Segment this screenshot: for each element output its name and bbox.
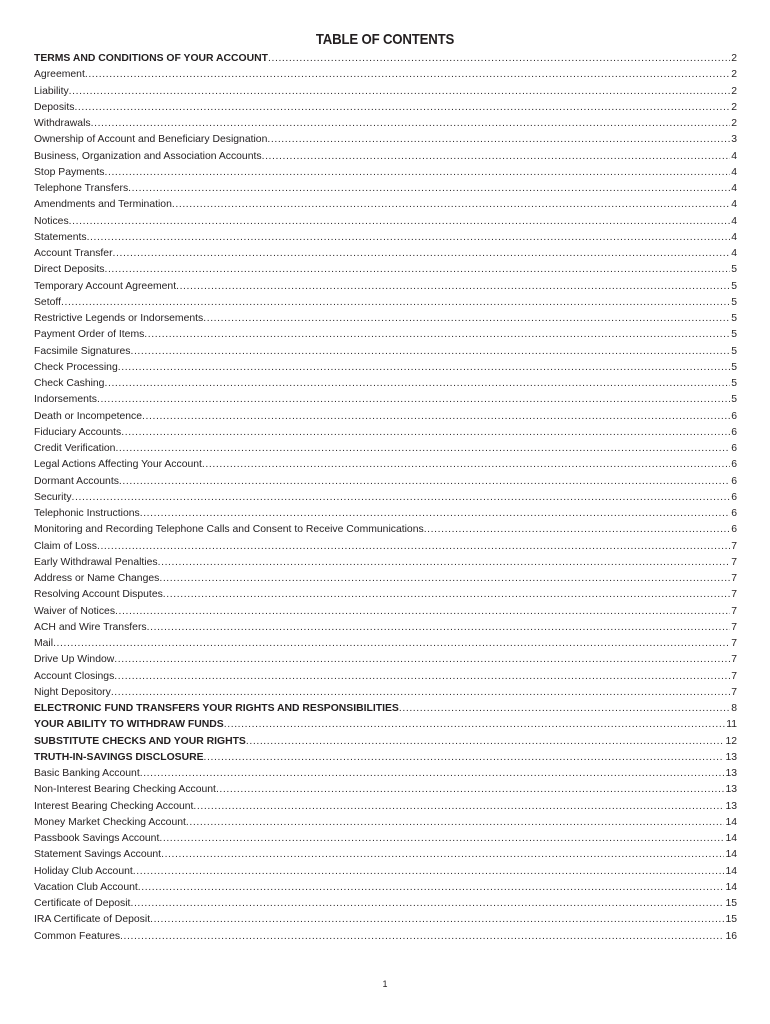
toc-entry[interactable]: [34, 295, 737, 311]
toc-entry-label: Legal Actions Affecting Your Account: [34, 459, 202, 471]
toc-entry[interactable]: [34, 262, 737, 278]
toc-entry-page-number: 14: [725, 816, 737, 828]
toc-entry-label: TRUTH-IN-SAVINGS DISCLOSURE: [34, 751, 204, 763]
toc-entry-label: IRA Certificate of Deposit: [34, 914, 151, 926]
dot-leader: [203, 311, 730, 327]
toc-entry[interactable]: [34, 929, 737, 945]
toc-entry-page-number: 5: [731, 345, 737, 357]
toc-section-heading[interactable]: [34, 734, 737, 750]
toc-entry-page-number: 12: [725, 735, 737, 747]
toc-entry[interactable]: [34, 67, 737, 83]
toc-entry[interactable]: [34, 246, 737, 262]
toc-entry[interactable]: [34, 685, 737, 701]
dot-leader: [97, 392, 730, 408]
toc-entry[interactable]: [34, 327, 737, 343]
toc-entry-page-number: 5: [731, 329, 737, 341]
toc-entry-page-number: 6: [731, 426, 737, 438]
toc-entry-page-number: 4: [731, 231, 737, 243]
toc-entry-label: Restrictive Legends or Indorsements: [34, 313, 204, 324]
dot-leader: [119, 474, 730, 490]
toc-entry[interactable]: [34, 230, 737, 246]
toc-entry-label: Facsimile Signatures: [34, 345, 131, 357]
toc-entry[interactable]: [34, 620, 737, 636]
toc-entry-page-number: 4: [731, 248, 737, 259]
toc-entry-label: Mail: [34, 638, 54, 649]
toc-entry-label: Resolving Account Disputes: [34, 589, 163, 601]
toc-entry[interactable]: [34, 344, 737, 360]
toc-entry-page-number: 16: [725, 930, 737, 942]
toc-entry-label: ELECTRONIC FUND TRANSFERS YOUR RIGHTS AND RESPONSIBILITIES: [34, 703, 399, 714]
toc-entry-label: Temporary Account Agreement: [34, 280, 177, 292]
dot-leader: [150, 912, 724, 928]
dot-leader: [186, 815, 725, 831]
dot-leader: [216, 782, 725, 798]
toc-entry-label: Fiduciary Accounts: [34, 426, 122, 438]
toc-entry-label: Notices: [34, 215, 69, 227]
toc-entry[interactable]: [34, 116, 737, 132]
dot-leader: [74, 100, 730, 116]
toc-entry-page-number: 7: [731, 540, 737, 552]
toc-entry[interactable]: [34, 636, 737, 652]
toc-entry[interactable]: [34, 815, 737, 831]
toc-entry-page-number: 7: [731, 670, 737, 682]
dot-leader: [111, 685, 730, 701]
toc-entry[interactable]: [34, 392, 737, 408]
dot-leader: [159, 831, 724, 847]
dot-leader: [193, 799, 724, 815]
toc-entry-page-number: 7: [731, 654, 737, 666]
toc-entry-label: Check Processing: [34, 361, 118, 373]
dot-leader: [61, 295, 730, 311]
dot-leader: [147, 620, 731, 636]
toc-entry[interactable]: [34, 782, 737, 798]
dot-leader: [104, 376, 730, 392]
toc-entry-label: Dormant Accounts: [34, 475, 119, 487]
toc-entry-label: Monitoring and Recording Telephone Calls and Consent to Receive Communications: [34, 524, 424, 536]
toc-entry-page-number: 7: [731, 573, 737, 584]
toc-entry-label: Amendments and Termination: [34, 199, 172, 211]
dot-leader: [115, 441, 730, 457]
toc-entry-label: Night Depository: [34, 686, 111, 698]
page-title: TABLE OF CONTENTS: [315, 31, 455, 48]
toc-entry-page-number: 5: [731, 264, 737, 276]
toc-entry-page-number: 5: [731, 361, 737, 373]
dot-leader: [114, 669, 730, 685]
toc-entry-page-number: 6: [731, 410, 737, 422]
toc-entry-label: Common Features: [34, 930, 121, 942]
toc-entry[interactable]: [34, 409, 737, 425]
toc-entry-page-number: 5: [731, 394, 737, 406]
dot-leader: [204, 750, 725, 766]
toc-entry[interactable]: [34, 555, 737, 571]
dot-leader: [91, 116, 731, 132]
toc-entry-label: Death or Incompetence: [34, 410, 143, 422]
toc-entry-label: Waiver of Notices: [34, 605, 116, 617]
toc-entry-label: Security: [34, 491, 72, 503]
toc-entry-label: Deposits: [34, 101, 75, 113]
toc-entry-page-number: 5: [731, 280, 737, 292]
dot-leader: [85, 67, 730, 83]
toc-entry-page-number: 7: [731, 589, 737, 601]
toc-entry-page-number: 2: [731, 85, 737, 97]
toc-entry[interactable]: [34, 441, 737, 457]
dot-leader: [138, 880, 725, 896]
toc-entry[interactable]: [34, 831, 737, 847]
toc-entry-page-number: 7: [731, 638, 737, 649]
toc-entry-label: Basic Banking Account: [34, 768, 140, 779]
toc-entry-page-number: 2: [731, 69, 737, 81]
dot-leader: [176, 279, 730, 295]
toc-entry-label: Payment Order of Items: [34, 329, 145, 341]
dot-leader: [104, 262, 730, 278]
dot-leader: [69, 84, 731, 100]
toc-entry-page-number: 14: [725, 881, 737, 893]
toc-entry-page-number: 6: [731, 459, 737, 471]
toc-entry-page-number: 13: [725, 751, 737, 763]
page-number: 1: [382, 979, 388, 989]
dot-leader: [172, 197, 730, 213]
dot-leader: [202, 457, 730, 473]
toc-entry-label: Address or Name Changes: [34, 573, 160, 584]
toc-entry[interactable]: [34, 474, 737, 490]
toc-entry-label: Holiday Club Account: [34, 865, 133, 877]
toc-entry-page-number: 4: [731, 150, 737, 162]
toc-entry[interactable]: [34, 604, 737, 620]
dot-leader: [224, 717, 725, 733]
dot-leader: [130, 344, 730, 360]
toc-entry-page-number: 2: [731, 101, 737, 113]
dot-leader: [268, 51, 730, 67]
toc-entry[interactable]: [34, 149, 737, 165]
toc-entry-label: Setoff: [34, 296, 61, 308]
toc-entry[interactable]: [34, 539, 737, 555]
dot-leader: [140, 506, 731, 522]
toc-entry[interactable]: [34, 652, 737, 668]
toc-entry-page-number: 4: [731, 183, 737, 194]
dot-leader: [133, 864, 725, 880]
dot-leader: [158, 555, 731, 571]
toc-entry[interactable]: [34, 864, 737, 880]
toc-entry-page-number: 7: [731, 621, 737, 633]
toc-entry-label: Statement Savings Account: [34, 849, 162, 861]
dot-leader: [121, 425, 730, 441]
toc-entry-page-number: 4: [731, 215, 737, 227]
toc-entry-label: ACH and Wire Transfers: [34, 621, 147, 633]
dot-leader: [115, 604, 730, 620]
toc-entry-label: Vacation Club Account: [34, 881, 138, 893]
toc-entry-page-number: 4: [731, 199, 737, 211]
toc-entry[interactable]: [34, 100, 737, 116]
toc-entry-page-number: 14: [725, 865, 737, 877]
dot-leader: [97, 539, 730, 555]
toc-entry-label: Account Closings: [34, 670, 115, 682]
toc-entry-page-number: 13: [725, 800, 737, 812]
dot-leader: [142, 409, 730, 425]
toc-entry-page-number: 6: [731, 491, 737, 503]
toc-entry-page-number: 3: [731, 134, 737, 146]
toc-entry[interactable]: [34, 490, 737, 506]
toc-entry[interactable]: [34, 311, 737, 327]
toc-entry[interactable]: [34, 84, 737, 100]
toc-entry-label: Account Transfer: [34, 248, 113, 259]
toc-entry[interactable]: [34, 587, 737, 603]
toc-entry[interactable]: [34, 571, 737, 587]
dot-leader: [159, 571, 730, 587]
toc-entry-label: Interest Bearing Checking Account: [34, 800, 194, 812]
toc-entry-page-number: 13: [725, 784, 737, 796]
toc-entry-page-number: 14: [725, 849, 737, 861]
toc-entry[interactable]: [34, 799, 737, 815]
toc-entry-label: Telephone Transfers: [34, 183, 129, 194]
toc-entry[interactable]: [34, 197, 737, 213]
dot-leader: [267, 132, 730, 148]
toc-entry-label: Liability: [34, 85, 69, 97]
toc-entry-page-number: 2: [731, 53, 737, 64]
toc-section-heading[interactable]: [34, 51, 737, 67]
toc-entry-label: Claim of Loss: [34, 540, 97, 552]
toc-entry[interactable]: [34, 279, 737, 295]
toc-entry-label: Stop Payments: [34, 166, 105, 178]
toc-entry[interactable]: [34, 360, 737, 376]
dot-leader: [69, 214, 731, 230]
toc-entry[interactable]: [34, 457, 737, 473]
toc-entry-page-number: 13: [725, 768, 737, 779]
toc-section-heading[interactable]: [34, 750, 737, 766]
dot-leader: [130, 896, 724, 912]
toc-entry-label: Drive Up Window: [34, 654, 115, 666]
table-of-contents-list: [34, 51, 737, 945]
toc-entry-label: Withdrawals: [34, 118, 91, 129]
toc-entry-page-number: 7: [731, 556, 737, 568]
toc-entry[interactable]: [34, 165, 737, 181]
toc-entry[interactable]: [34, 880, 737, 896]
dot-leader: [163, 587, 730, 603]
toc-section-heading[interactable]: [34, 717, 737, 733]
dot-leader: [128, 181, 730, 197]
toc-entry[interactable]: [34, 132, 737, 148]
toc-entry-page-number: 6: [731, 508, 737, 519]
dot-leader: [424, 522, 731, 538]
toc-section-heading[interactable]: [34, 701, 737, 717]
toc-entry-label: YOUR ABILITY TO WITHDRAW FUNDS: [34, 719, 224, 731]
dot-leader: [53, 636, 730, 652]
toc-entry-page-number: 6: [731, 443, 737, 454]
toc-entry-page-number: 5: [731, 313, 737, 324]
toc-entry-label: Telephonic Instructions: [34, 508, 140, 519]
dot-leader: [104, 165, 730, 181]
dot-leader: [114, 652, 730, 668]
toc-entry-page-number: 6: [731, 475, 737, 487]
toc-entry-page-number: 5: [731, 296, 737, 308]
toc-entry[interactable]: [34, 522, 737, 538]
dot-leader: [87, 230, 731, 246]
dot-leader: [120, 929, 724, 945]
toc-entry[interactable]: [34, 766, 737, 782]
toc-entry-page-number: 11: [726, 719, 737, 731]
toc-entry[interactable]: [34, 896, 737, 912]
dot-leader: [262, 149, 731, 165]
toc-entry-page-number: 8: [731, 703, 737, 714]
toc-entry[interactable]: [34, 181, 737, 197]
toc-entry-label: Indorsements: [34, 394, 97, 406]
dot-leader: [113, 246, 731, 262]
toc-entry-page-number: 7: [731, 686, 737, 698]
toc-entry[interactable]: [34, 214, 737, 230]
dot-leader: [118, 360, 730, 376]
dot-leader: [72, 490, 731, 506]
toc-entry-page-number: 7: [731, 605, 737, 617]
toc-entry-label: Business, Organization and Association Accounts: [34, 150, 262, 162]
toc-entry-label: Direct Deposits: [34, 264, 105, 276]
dot-leader: [144, 327, 730, 343]
toc-entry-page-number: 15: [725, 898, 737, 909]
dot-leader: [246, 734, 725, 750]
toc-entry-label: Statements: [34, 231, 87, 243]
toc-entry[interactable]: [34, 506, 737, 522]
toc-entry-page-number: 14: [725, 833, 737, 844]
toc-entry-page-number: 4: [731, 166, 737, 178]
toc-entry[interactable]: [34, 912, 737, 928]
toc-entry-label: TERMS AND CONDITIONS OF YOUR ACCOUNT: [34, 53, 268, 64]
toc-entry[interactable]: [34, 425, 737, 441]
toc-entry-page-number: 5: [731, 378, 737, 389]
dot-leader: [140, 766, 725, 782]
toc-entry[interactable]: [34, 376, 737, 392]
toc-entry-label: Passbook Savings Account: [34, 833, 160, 844]
toc-entry[interactable]: [34, 847, 737, 863]
toc-entry-label: Money Market Checking Account: [34, 816, 186, 828]
toc-entry-page-number: 15: [725, 914, 737, 926]
toc-entry-label: Ownership of Account and Beneficiary Designation: [34, 134, 268, 146]
toc-entry-label: SUBSTITUTE CHECKS AND YOUR RIGHTS: [34, 735, 246, 747]
dot-leader: [161, 847, 724, 863]
toc-entry-label: Check Cashing: [34, 378, 105, 389]
dot-leader: [399, 701, 730, 717]
toc-entry-label: Early Withdrawal Penalties: [34, 556, 158, 568]
toc-entry-label: Certificate of Deposit: [34, 898, 131, 909]
toc-entry-label: Non-Interest Bearing Checking Account: [34, 784, 216, 796]
toc-entry-label: Agreement: [34, 69, 85, 81]
toc-entry-page-number: 2: [731, 118, 737, 129]
toc-entry-label: Credit Verification: [34, 443, 116, 454]
toc-entry-page-number: 6: [731, 524, 737, 536]
toc-entry[interactable]: [34, 669, 737, 685]
